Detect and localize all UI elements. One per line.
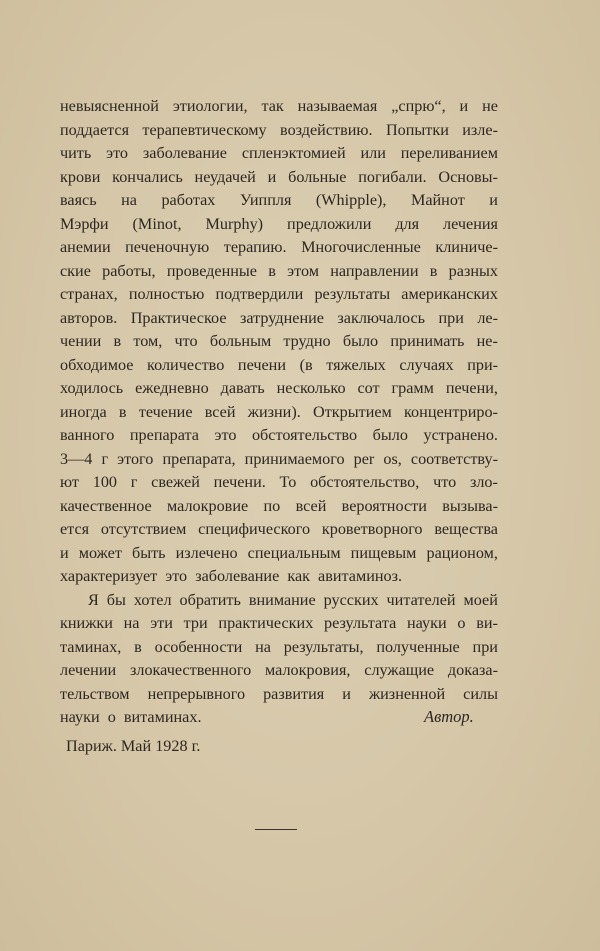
text-line: иногда в течение всей жизни). Открытием концентриро- [60, 402, 498, 421]
text-line: книжки на эти три практических результата науки о ви- [60, 614, 498, 632]
text-line: и может быть излечено специальным пищевым рационом, [60, 543, 498, 562]
text-line: 3—4 г этого препарата, принимаемого per os, соответству- [60, 449, 498, 468]
text-line: поддается терапевтическому воздействию. Попытки изле- [60, 120, 498, 139]
text-line: чить это заболевание спленэктомией или переливанием [60, 144, 498, 162]
text-line: авторов. Практическое затруднение заключалось при ле- [60, 308, 498, 327]
text-line: ется отсутствием специфического кроветворного вещества [60, 520, 498, 538]
text-line: характеризует это заболевание как авитаминоз. [60, 567, 403, 585]
text-line: обходимое количество печени (в тяжелых случаях при- [60, 355, 498, 374]
text-line: лечении злокачественного малокровия, служащие доказа- [60, 661, 498, 679]
text-line: крови кончались неудачей и больные погибали. Основы- [60, 167, 498, 186]
end-rule [255, 829, 297, 830]
author-signature: Автор. [424, 707, 474, 726]
text-line: таминах, в особенности на результаты, полученные при [60, 637, 498, 656]
text-line: ваясь на работах Уиппля (Whipple), Майнот и [60, 191, 498, 209]
text-line: тельством непрерывного развития и жизненной силы [60, 684, 498, 703]
text-line: ходилось ежедневно давать несколько сот грамм печени, [60, 379, 498, 397]
page-body [60, 95, 498, 730]
text-line: странах, полностью подтвердили результаты американских [60, 285, 498, 303]
text-line: ют 100 г свежей печени. То обстоятельство, что зло- [60, 473, 498, 491]
main-text [60, 95, 498, 730]
text-line: Я бы хотел обратить внимание русских читателей моей [88, 590, 498, 609]
text-line: анемии печеночную терапию. Многочисленные клиниче- [60, 238, 498, 256]
text-line: чении в том, что больным трудно было принимать не- [60, 332, 498, 350]
text-line: невыясненной этиологии, так называемая „спрю“, и не [60, 97, 498, 115]
text-line: ские работы, проведенные в этом направлении в разных [60, 261, 498, 280]
place-date: Париж. Май 1928 г. [66, 737, 201, 755]
text-line: Мэрфи (Minot, Murphy) предложили для лечения [60, 214, 498, 233]
text-line: науки о витаминах. [60, 708, 202, 726]
text-line: ванного препарата это обстоятельство было устранено. [60, 426, 498, 444]
text-line: качественное малокровие по всей вероятности вызыва- [60, 496, 498, 515]
